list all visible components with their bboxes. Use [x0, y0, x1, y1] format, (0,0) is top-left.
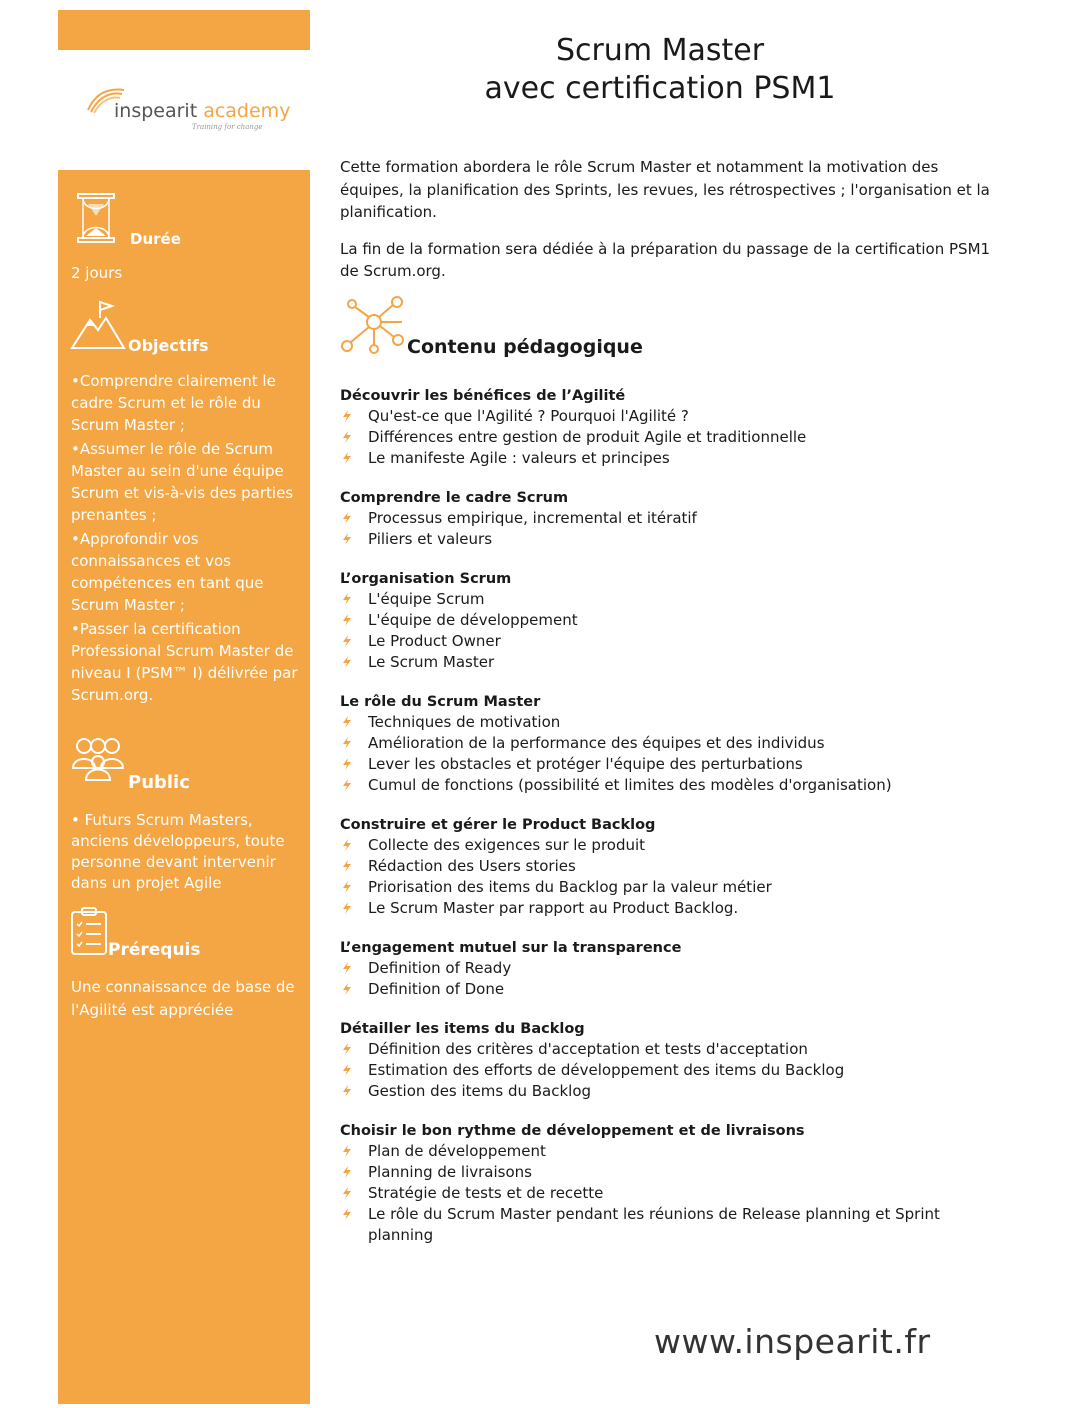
list-item: Techniques de motivation	[340, 712, 980, 733]
list-item: Cumul de fonctions (possibilité et limites des modèles d'organisation)	[340, 775, 980, 796]
arrow-bullet-icon	[342, 1043, 352, 1055]
list-item: Definition of Done	[340, 979, 980, 1000]
list-item: Le rôle du Scrum Master pendant les réunions de Release planning et Sprint planning	[340, 1204, 980, 1246]
section-title: Détailler les items du Backlog	[340, 1021, 585, 1037]
logo	[86, 86, 296, 136]
list-item: Le Scrum Master	[340, 652, 980, 673]
list-item: Definition of Ready	[340, 958, 980, 979]
clipboard-icon	[70, 906, 108, 956]
section-title: L’organisation Scrum	[340, 571, 512, 587]
content-section	[340, 692, 980, 796]
content-section	[340, 488, 980, 550]
list-item: Définition des critères d'acceptation et tests d'acceptation	[340, 1039, 980, 1060]
network-icon	[340, 294, 406, 356]
arrow-bullet-icon	[342, 737, 352, 749]
duree-heading: Durée	[130, 230, 181, 248]
arrow-bullet-icon	[342, 758, 352, 770]
public-value: • Futurs Scrum Masters, anciens développeurs, toute personne devant intervenir dans un projet Agile	[71, 811, 285, 892]
arrow-bullet-icon	[342, 410, 352, 422]
objectif-item: •Comprendre clairement le cadre Scrum et le rôle du Scrum Master ;	[71, 372, 276, 434]
list-item: Le Product Owner	[340, 631, 980, 652]
list-item: Amélioration de la performance des équipes et des individus	[340, 733, 980, 754]
logo-tagline: Training for change	[192, 123, 263, 131]
section-title: L’engagement mutuel sur la transparence	[340, 940, 682, 956]
list-item: L'équipe Scrum	[340, 589, 980, 610]
list-item: Qu'est-ce que l'Agilité ? Pourquoi l'Agilité ?	[340, 406, 980, 427]
arrow-bullet-icon	[342, 614, 352, 626]
content-sections	[340, 386, 980, 1265]
arrow-bullet-icon	[342, 1208, 352, 1220]
list-item: Stratégie de tests et de recette	[340, 1183, 980, 1204]
section-title: Choisir le bon rythme de développement et de livraisons	[340, 1123, 805, 1139]
list-item: Le manifeste Agile : valeurs et principes	[340, 448, 980, 469]
logo-name: inspearit academy	[114, 100, 291, 122]
section-title: Découvrir les bénéfices de l’Agilité	[340, 388, 626, 404]
arrow-bullet-icon	[342, 533, 352, 545]
arrow-bullet-icon	[342, 1064, 352, 1076]
arrow-bullet-icon	[342, 431, 352, 443]
title-line-2: avec certification PSM1	[484, 71, 836, 106]
sidebar	[58, 170, 310, 1404]
intro-paragraph: La fin de la formation sera dédiée à la préparation du passage de la certification PSM1 de Scrum.org.	[340, 239, 991, 280]
content-heading: Contenu pédagogique	[407, 336, 643, 358]
arrow-bullet-icon	[342, 656, 352, 668]
public-heading: Public	[128, 772, 190, 793]
objectifs-heading: Objectifs	[128, 336, 209, 355]
list-item: Planning de livraisons	[340, 1162, 980, 1183]
people-icon	[70, 736, 126, 782]
list-item: L'équipe de développement	[340, 610, 980, 631]
section-title: Construire et gérer le Product Backlog	[340, 817, 656, 833]
content-section	[340, 815, 980, 919]
list-item: Priorisation des items du Backlog par la valeur métier	[340, 877, 980, 898]
list-item: Processus empirique, incremental et itératif	[340, 508, 980, 529]
list-item: Gestion des items du Backlog	[340, 1081, 980, 1102]
mountain-flag-icon	[70, 300, 126, 352]
hourglass-icon	[74, 192, 118, 244]
website-url[interactable]: www.inspearit.fr	[654, 1322, 931, 1361]
content-section	[340, 1019, 980, 1102]
list-item: Estimation des efforts de développement des items du Backlog	[340, 1060, 980, 1081]
content-section	[340, 386, 980, 469]
objectif-item: •Passer la certification Professional Scrum Master de niveau I (PSM™ I) délivrée par Scrum.org.	[71, 620, 298, 704]
arrow-bullet-icon	[342, 779, 352, 791]
title-line-1: Scrum Master	[555, 33, 765, 68]
list-item: Collecte des exigences sur le produit	[340, 835, 980, 856]
objectif-item: •Assumer le rôle de Scrum Master au sein d'une équipe Scrum et vis-à-vis des parties prenantes ;	[71, 440, 294, 524]
prerequis-heading: Prérequis	[108, 940, 201, 960]
arrow-bullet-icon	[342, 635, 352, 647]
list-item: Lever les obstacles et protéger l'équipe des perturbations	[340, 754, 980, 775]
section-title: Le rôle du Scrum Master	[340, 694, 541, 710]
arrow-bullet-icon	[342, 1187, 352, 1199]
arrow-bullet-icon	[342, 1085, 352, 1097]
arrow-bullet-icon	[342, 860, 352, 872]
page-title	[420, 32, 900, 108]
list-item: Piliers et valeurs	[340, 529, 980, 550]
arrow-bullet-icon	[342, 983, 352, 995]
arrow-bullet-icon	[342, 452, 352, 464]
list-item: Rédaction des Users stories	[340, 856, 980, 877]
content-section	[340, 1121, 980, 1246]
arrow-bullet-icon	[342, 512, 352, 524]
arrow-bullet-icon	[342, 593, 352, 605]
section-title: Comprendre le cadre Scrum	[340, 490, 569, 506]
content-section	[340, 938, 980, 1000]
arrow-bullet-icon	[342, 902, 352, 914]
sidebar-top-band	[58, 10, 310, 50]
objectif-item: •Approfondir vos connaissances et vos compétences en tant que Scrum Master ;	[71, 530, 264, 614]
arrow-bullet-icon	[342, 962, 352, 974]
content-section	[340, 569, 980, 673]
arrow-bullet-icon	[342, 716, 352, 728]
prerequis-value: Une connaissance de base de l'Agilité est appréciée	[71, 978, 295, 1019]
duree-value: 2 jours	[71, 264, 123, 282]
list-item: Différences entre gestion de produit Agile et traditionnelle	[340, 427, 980, 448]
arrow-bullet-icon	[342, 1145, 352, 1157]
objectifs-list	[71, 370, 307, 708]
list-item: Le Scrum Master par rapport au Product Backlog.	[340, 898, 980, 919]
arrow-bullet-icon	[342, 1166, 352, 1178]
arrow-bullet-icon	[342, 881, 352, 893]
list-item: Plan de développement	[340, 1141, 980, 1162]
intro-paragraph: Cette formation abordera le rôle Scrum Master et notamment la motivation des équipes, la planification des Sprints, les revues, les rétrospectives ; l'organisation et la planification.	[340, 158, 990, 221]
intro	[340, 156, 1000, 297]
arrow-bullet-icon	[342, 839, 352, 851]
